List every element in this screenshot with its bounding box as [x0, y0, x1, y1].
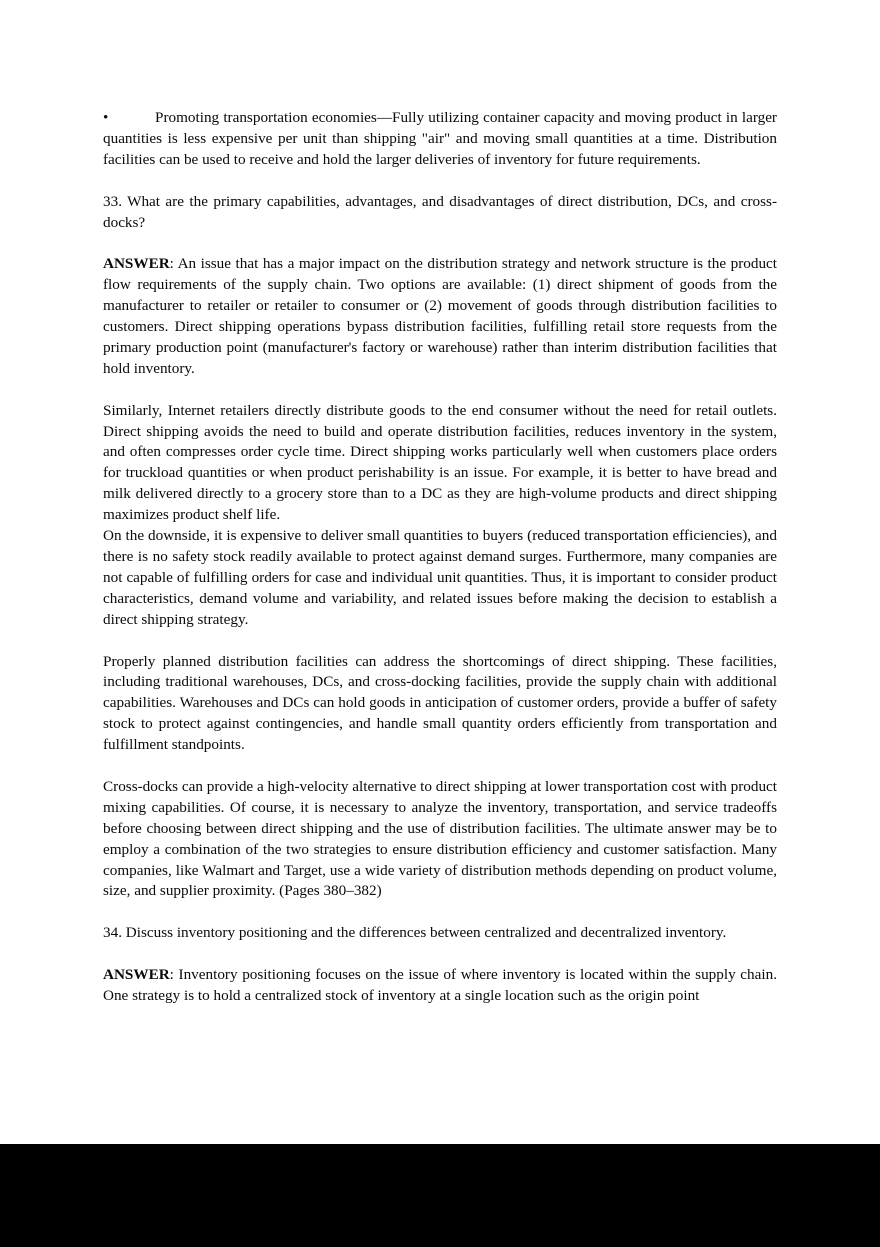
answer-33-text-1: : An issue that has a major impact on the distribution strategy and network structure is the product flow requirements of the supply chain. Two options are available: (1) direct shipment of goods from the manufacturer to retailer or retailer to consumer or (2) movement of goods through distribution facilities to customers. Direct shipping operations bypass distribution facilities, fulfilling retail store requests from the primary production point (manufacturer's factory or warehouse) rather than interim distribution facilities that hold inventory.	[103, 255, 777, 377]
answer-34-text-1: : Inventory positioning focuses on the issue of where inventory is located within the supply chain. One strategy is to hold a centralized stock of inventory at a single location such as the origin point	[103, 966, 777, 1004]
bullet-point-icon: •	[103, 109, 109, 126]
question-34: 34. Discuss inventory positioning and the differences between centralized and decentralized inventory.	[103, 924, 727, 942]
bullet-list-item	[103, 108, 777, 171]
bullet-item-text: Promoting transportation economies—Fully utilizing container capacity and moving product in larger quantities is less expensive per unit than shipping "air" and moving small quantities at a time. Distribution facilities can be used to receive and hold the larger deliveries of inventory for future requirements.	[103, 109, 777, 168]
question-33: 33. What are the primary capabilities, advantages, and disadvantages of direct distribution, DCs, and cross-docks?	[103, 192, 777, 231]
answer-label: ANSWER	[103, 966, 170, 984]
answer-34-paragraph-1	[103, 965, 777, 1007]
answer-33-paragraph-1	[103, 254, 777, 379]
page-footer-band	[0, 1144, 880, 1247]
answer-33-paragraph-2: Similarly, Internet retailers directly distribute goods to the end consumer without the need for retail outlets. Direct shipping avoids the need to build and operate distribution facilities, reduces inventory in the system, and often compresses order cycle time. Direct shipping works particularly well when customers place orders for truckload quantities or when product perishability is an issue. For example, it is better to have bread and milk delivered directly to a grocery store than to a DC as they are high-volume products and direct shipping maximizes product shelf life.	[103, 401, 777, 524]
answer-33-paragraph-3: On the downside, it is expensive to deliver small quantities to buyers (reduced transportation efficiencies), and there is no safety stock readily available to protect against demand surges. Furthermore, many companies are not capable of fulfilling orders for case and individual unit quantities. Thus, it is important to consider product characteristics, demand volume and variability, and related issues before making the decision to establish a direct shipping strategy.	[103, 527, 777, 628]
answer-33-paragraph-5: Cross-docks can provide a high-velocity alternative to direct shipping at lower transportation cost with product mixing capabilities. Of course, it is necessary to analyze the inventory, transportation, and service tradeoffs before choosing between direct shipping and the use of distribution facilities. The ultimate answer may be to employ a combination of the two strategies to ensure distribution efficiency and customer satisfaction. Many companies, like Walmart and Target, use a wide variety of distribution methods depending on product volume, size, and supplier proximity. (Pages 380–382)	[103, 777, 777, 900]
answer-33-paragraph-4: Properly planned distribution facilities can address the shortcomings of direct shipping. These facilities, including traditional warehouses, DCs, and cross-docking facilities, provide the supply chain with additional capabilities. Warehouses and DCs can hold goods in anticipation of customer orders, provide a buffer of safety stock to protect against contingencies, and handle small quantity orders efficiently from transportation and fulfillment standpoints.	[103, 652, 777, 754]
answer-label: ANSWER	[103, 255, 170, 273]
document-body	[103, 108, 777, 1007]
